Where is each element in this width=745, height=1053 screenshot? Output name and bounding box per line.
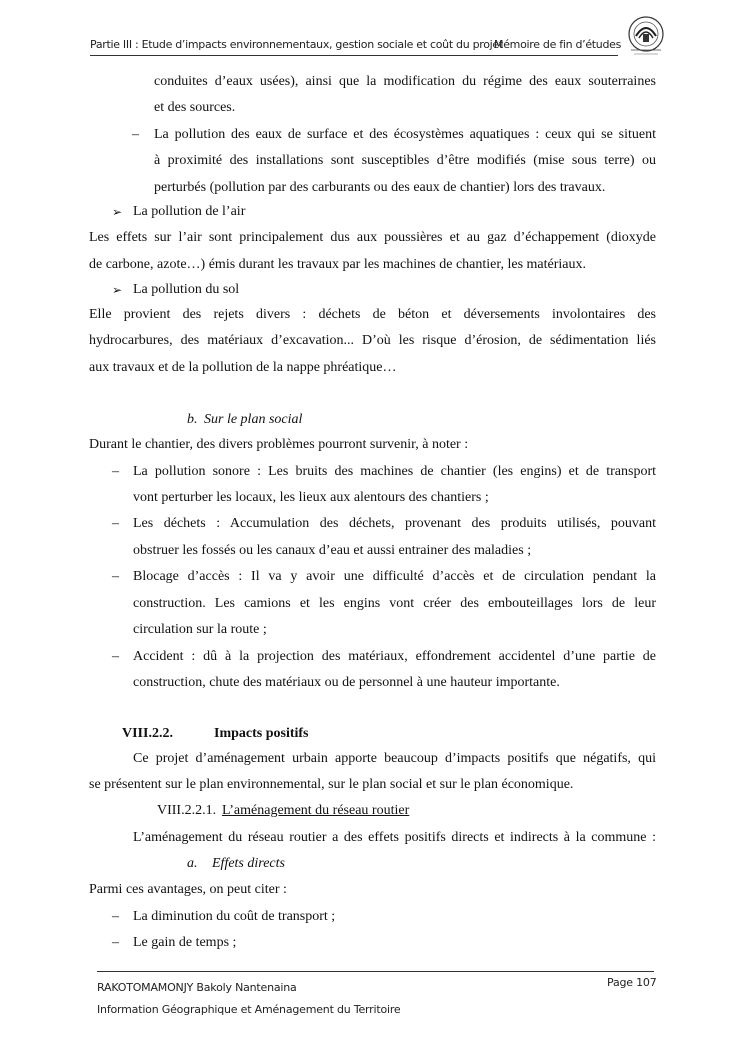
- list-item-line: obstruer les fossés ou les canaux d’eau et aussi entrainer des maladies ;: [133, 543, 532, 558]
- section-heading: Sur le plan social: [204, 412, 303, 427]
- dash-bullet: –: [112, 569, 119, 584]
- arrow-bullet-icon: ➢: [112, 205, 123, 219]
- list-item-line: vont perturber les locaux, les lieux aux alentours des chantiers ;: [133, 490, 489, 505]
- text-line: se présentent sur le plan environnemental, sur le plan social et sur le plan économique.: [89, 777, 574, 792]
- section-heading: Effets directs: [212, 856, 285, 871]
- page-number: Page 107: [607, 976, 657, 989]
- text-line: aux travaux et de la pollution de la nappe phréatique…: [89, 360, 397, 375]
- footer-rule: [97, 971, 654, 972]
- text-line: de carbone, azote…) émis durant les travaux par les machines de chantier, les matériaux.: [89, 257, 587, 272]
- text-line: et des sources.: [154, 100, 236, 115]
- text-line: Ce projet d’aménagement urbain apporte beaucoup d’impacts positifs que négatifs, qui: [133, 751, 656, 766]
- dash-bullet: –: [112, 935, 119, 950]
- list-item-line: construction. Les camions et les engins vont créer des embouteillages lors de leur: [133, 596, 656, 611]
- text-line: Elle provient des rejets divers : déchets de béton et déversements involontaires des: [89, 307, 656, 322]
- text-line: Parmi ces avantages, on peut citer :: [89, 882, 287, 897]
- text-line: L’aménagement du réseau routier a des effets positifs directs et indirects à la commune :: [133, 830, 656, 845]
- header-right-text: Mémoire de fin d’études: [494, 38, 622, 51]
- list-item-line: La pollution sonore : Les bruits des machines de chantier (les engins) et de transport: [133, 464, 656, 479]
- list-item-line: Le gain de temps ;: [133, 935, 237, 950]
- dash-bullet: –: [112, 464, 119, 479]
- list-item-line: La pollution des eaux de surface et des écosystèmes aquatiques : ceux qui se situent: [154, 127, 656, 142]
- dash-bullet: –: [112, 909, 119, 924]
- section-number: VIII.2.2.: [122, 726, 173, 741]
- footer-author: RAKOTOMAMONJY Bakoly Nantenaina: [97, 981, 297, 994]
- subsection-heading: La pollution du sol: [133, 282, 240, 297]
- list-item-line: Blocage d’accès : Il va y avoir une difficulté d’accès et de circulation pendant la: [133, 569, 656, 584]
- dash-bullet: –: [112, 516, 119, 531]
- section-heading: Impacts positifs: [214, 726, 309, 741]
- text-line: hydrocarbures, des matériaux d’excavation... D’où les risque d’érosion, de sédimentation liés: [89, 333, 656, 348]
- text-line: Durant le chantier, des divers problèmes pourront survenir, à noter :: [89, 437, 469, 452]
- dash-bullet: –: [132, 127, 139, 142]
- list-item-line: circulation sur la route ;: [133, 622, 267, 637]
- footer-program: Information Géographique et Aménagement du Territoire: [97, 1003, 401, 1016]
- subsection-number: VIII.2.2.1.: [157, 803, 217, 818]
- text-line: Les effets sur l’air sont principalement dus aux poussières et au gaz d’échappement (dioxyde: [89, 230, 656, 245]
- subsection-heading: L’aménagement du réseau routier: [222, 803, 410, 818]
- subsection-heading: La pollution de l’air: [133, 204, 246, 219]
- list-item-line: Les déchets : Accumulation des déchets, provenant des produits utilisés, pouvant: [133, 516, 656, 531]
- section-letter: b.: [187, 412, 198, 427]
- header-rule: [90, 55, 618, 56]
- text-line: conduites d’eaux usées), ainsi que la modification du régime des eaux souterraines: [154, 74, 656, 89]
- university-seal-icon: [622, 12, 670, 60]
- list-item-line: construction, chute des matériaux ou de personnel à une hauteur importante.: [133, 675, 560, 690]
- dash-bullet: –: [112, 649, 119, 664]
- list-item-line: à proximité des installations sont susceptibles d’être modifiés (mise sous terre) ou: [154, 153, 656, 168]
- list-item-line: perturbés (pollution par des carburants ou des eaux de chantier) lors des travaux.: [154, 180, 606, 195]
- header-left-text: Partie III : Etude d’impacts environnementaux, gestion sociale et coût du projet: [90, 38, 503, 51]
- section-letter: a.: [187, 856, 198, 871]
- page-header: [90, 38, 622, 51]
- list-item-line: Accident : dû à la projection des matériaux, effondrement accidentel d’une partie de: [133, 649, 656, 664]
- arrow-bullet-icon: ➢: [112, 283, 123, 297]
- list-item-line: La diminution du coût de transport ;: [133, 909, 336, 924]
